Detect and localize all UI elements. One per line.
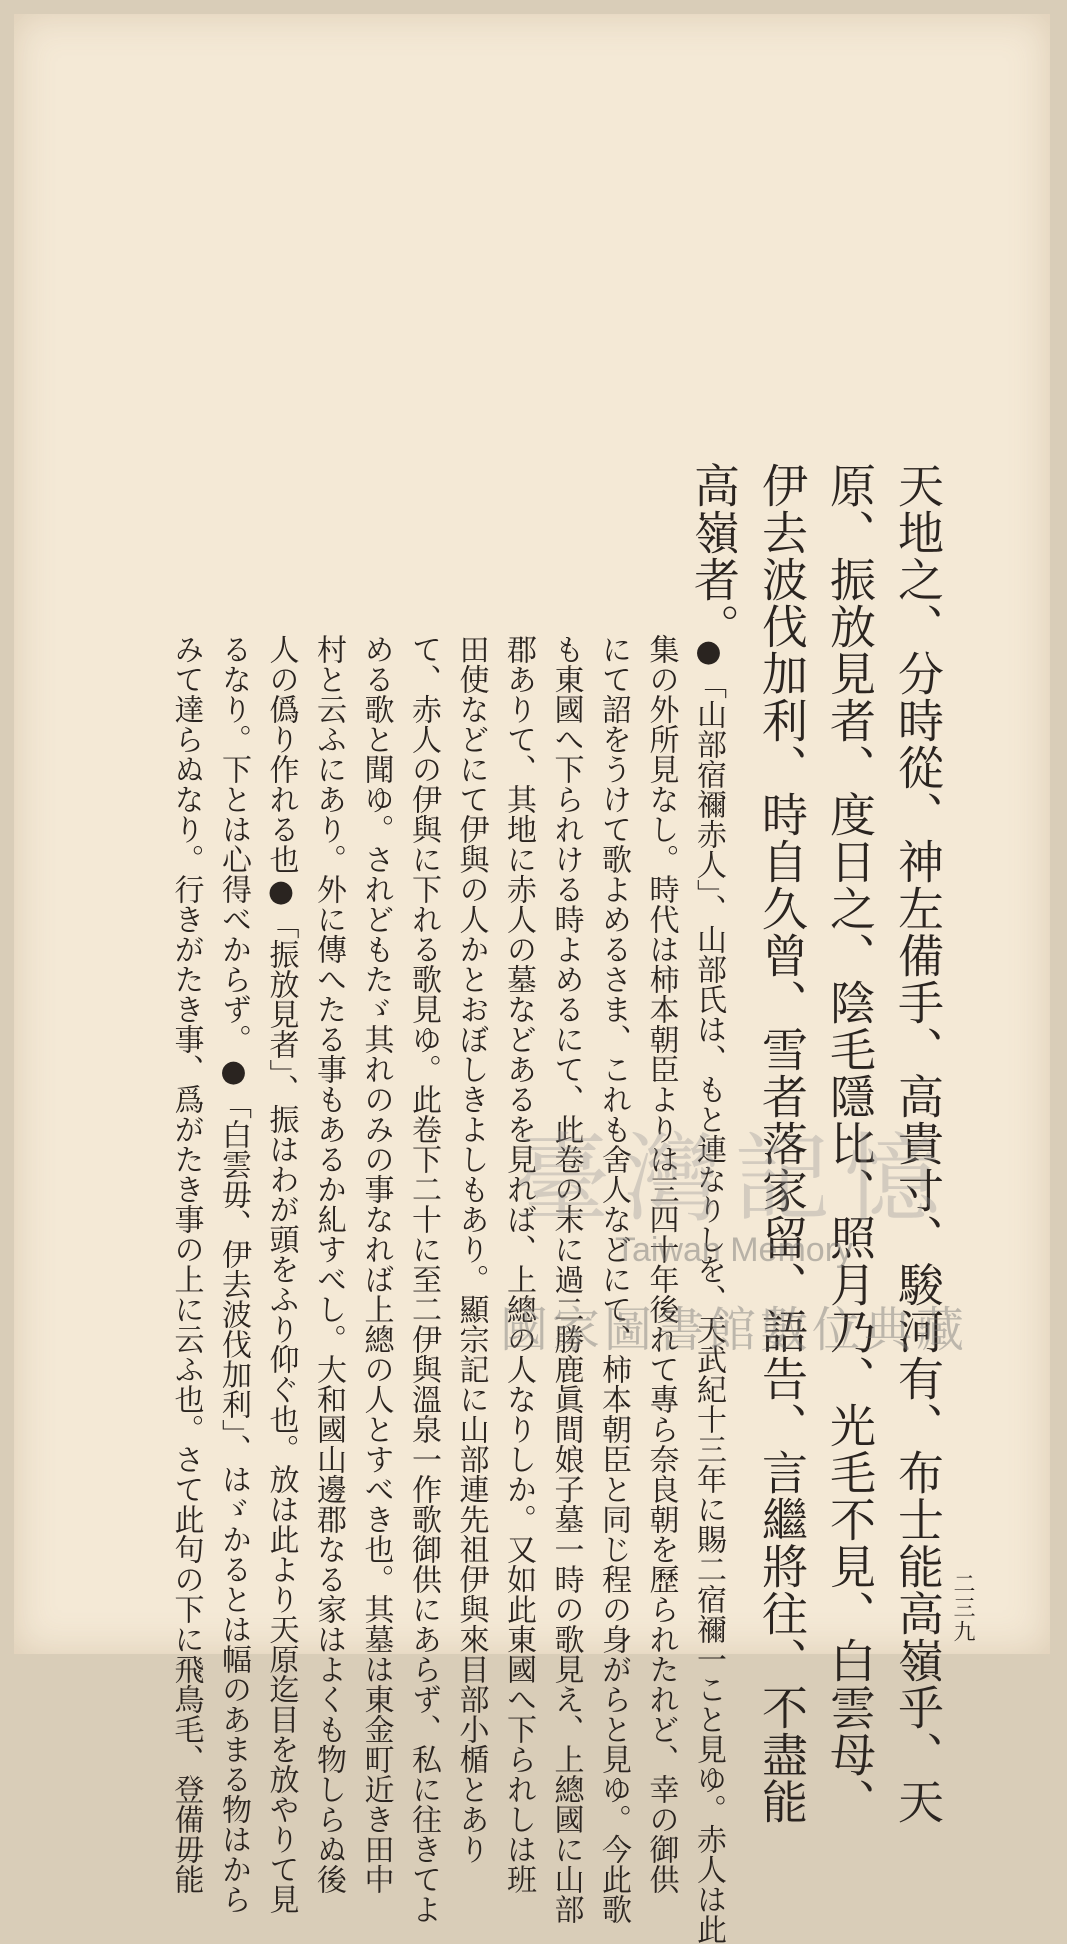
- watermark: [474, 1124, 994, 1444]
- watermark-institution: 國家圖書館數位典藏: [499, 1302, 968, 1358]
- poem-line: 伊去波伐加利、時自久曾、雪者落家留、語告、言繼將往、不盡能: [755, 462, 809, 1825]
- commentary-line: 人の僞り作れる也●「振放見者」、振はわが頭をふり仰ぐ也。放は此より天原迄目を放やりて見: [263, 634, 299, 1914]
- watermark-script: 臺灣記憶: [514, 1123, 954, 1235]
- poem-line: 高嶺者。: [687, 462, 741, 650]
- commentary-line: 郡ありて、其地に赤人の墓などあるを見れば、上總の人なりしか。又如此東國へ下られしは班: [501, 634, 536, 1894]
- poem-line: 原、振放見者、度日之、陰毛隱比、照月乃、光毛不見、白雲母、: [823, 462, 877, 1825]
- page-number: 二三九: [950, 1572, 975, 1644]
- commentary-line: みて達らぬなり。行きがたき事、爲がたき事の上に云ふ也。さて此句の下に飛鳥毛、登備毋能: [168, 634, 204, 1894]
- commentary-line: 集の外所見なし。時代は柿本朝臣よりは三四十年後れて專ら奈良朝を歷られたれど、幸の御供: [643, 634, 679, 1894]
- commentary-line: も東國へ下られける時よめるにて、此卷の末に過二勝鹿眞間娘子墓一時の歌見え、上總國に山部: [548, 634, 584, 1924]
- commentary-line: 田使などにて伊與の人かとおぼしきよしもあり。顯宗記に山部連先祖伊與來目部小楯とあり: [453, 634, 489, 1864]
- commentary-line: 村と云ふにあり。外に傳へたる事もあるか糺すべし。大和國山邊郡なる家はよくも物しらぬ後: [311, 634, 346, 1894]
- poem-line: 天地之、分時從、神左備手、高貴寸、駿河有、布士能高嶺乎、天: [891, 462, 945, 1825]
- commentary-line: るなり。下とは心得べからず。●「白雲毋、伊去波伐加利」、はゞかるとは幅のあまる物はから: [216, 634, 251, 1914]
- commentary-line: ●「山部宿禰赤人」、山部氏は、もと連なりしを、天武紀十三年に賜二宿禰一こと見ゆ。赤人は此: [691, 634, 726, 1944]
- watermark-latin: Taiwan Memory: [614, 1231, 854, 1269]
- commentary-line: にて詔をうけて歌よめるさま、これも舍人などにて、柿本朝臣と同じ程の身がらと見ゆ。今此歌: [596, 634, 631, 1924]
- book-page: [14, 14, 1050, 1944]
- commentary-line: める歌と聞ゆ。されどもたゞ其れのみの事なれば上總の人とすべき也。其墓は東金町近き田中: [358, 634, 394, 1894]
- commentary-line: て、赤人の伊與に下れる歌見ゆ。此卷下二十に至二伊與溫泉一作歌御供にあらず、私に往きてよ: [406, 634, 441, 1924]
